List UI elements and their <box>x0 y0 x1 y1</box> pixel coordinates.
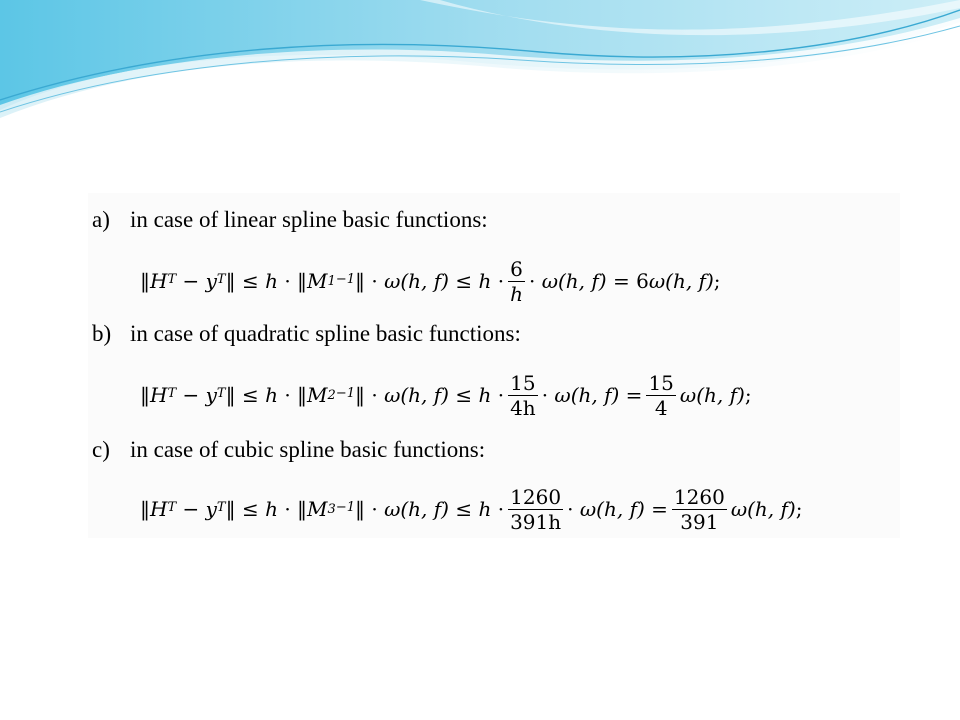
item-a-heading <box>92 207 488 233</box>
item-c-marker: c) <box>92 437 110 462</box>
result-fraction-b: $\frac{15}{4}$ <box>648 370 674 420</box>
formula-b: ‖ H $^T$ − y $^T$ ‖ ≤ h · ‖ M 2 $^{-1}$ ‖ · ω(h, f) ≤ h · $\frac{15}{4h}$ · ω(h, f) = $\frac{15}{4}$ ω(h, f) ; <box>140 370 752 420</box>
result-fraction-c: $\frac{1260}{391}$ <box>673 484 725 534</box>
item-c-heading <box>92 437 485 463</box>
item-a-marker: a) <box>92 207 110 232</box>
fraction-b: $\frac{15}{4h}$ <box>510 370 536 420</box>
item-b-text: in case of quadratic spline basic functions: <box>130 321 521 346</box>
formula-c: ‖ H $^T$ − y $^T$ ‖ ≤ h · ‖ M 3 $^{-1}$ ‖ · ω(h, f) ≤ h · $\frac{1260}{391h}$ · ω(h, f) = $\frac{1260}{391}$ ω(h, f) ; <box>140 484 803 534</box>
fraction-a: $\frac{6}{h}$ <box>510 256 523 306</box>
item-c-text: in case of cubic spline basic functions: <box>130 437 486 462</box>
formula-a: ‖ H $^T$ − y $^T$ ‖ ≤ h · ‖ M 1 $^{-1}$ ‖ · ω(h, f) ≤ h · $\frac{6}{h}$ · ω(h, f) = 6 ω(h, f) ; <box>140 256 721 306</box>
item-a-text: in case of linear spline basic functions: <box>130 207 488 232</box>
fraction-c: $\frac{1260}{391h}$ <box>510 484 562 534</box>
item-b-heading <box>92 321 521 347</box>
header-wave-decoration <box>0 0 960 130</box>
slide-content <box>88 193 900 538</box>
item-b-marker: b) <box>92 321 112 346</box>
